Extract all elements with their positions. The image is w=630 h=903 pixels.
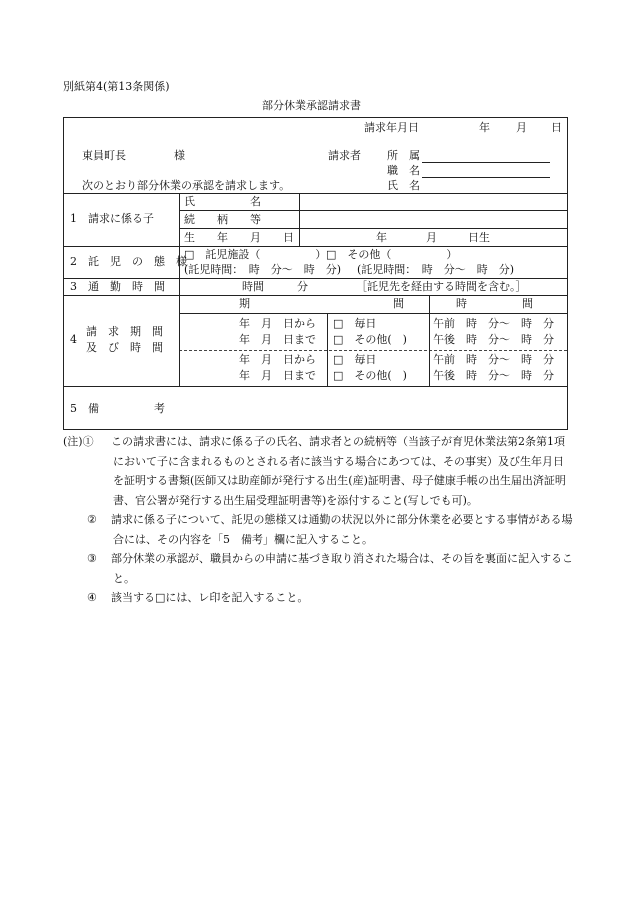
request-form bbox=[63, 117, 568, 430]
addressee-honorific: 様 bbox=[174, 149, 185, 162]
period-from-1: 年 月 日から bbox=[239, 317, 316, 330]
child-birth-label: 生 年 月 日 bbox=[184, 231, 294, 244]
name-label: 氏 名 bbox=[387, 179, 420, 192]
affiliation-field[interactable] bbox=[422, 162, 550, 163]
document-reference: 別紙第4(第13条関係) bbox=[63, 80, 170, 93]
other-option-1[interactable]: □ その他( ) bbox=[333, 333, 407, 346]
rule bbox=[179, 313, 567, 314]
birth-month: 月 bbox=[426, 231, 437, 244]
period-to-2: 年 月 日まで bbox=[239, 369, 316, 382]
rule bbox=[299, 193, 300, 246]
rule bbox=[64, 246, 567, 247]
period-section-number: 4 bbox=[70, 333, 77, 346]
note-item bbox=[63, 588, 573, 608]
care-time-2: (託児時間： 時 分～ 時 分) bbox=[357, 263, 515, 276]
date-year: 年 bbox=[479, 121, 490, 134]
affiliation-label: 所 属 bbox=[387, 149, 420, 162]
rule bbox=[179, 228, 567, 229]
period-to-1: 年 月 日まで bbox=[239, 333, 316, 346]
note-text: この請求書には、請求に係る子の氏名、請求者との続柄等（当該子が育児休業法第2条第1項において子に含まれるものとされる者に該当する場合にあつては、その事実）及び生年月日を証明する書類(医師又は助産師が発行する出生(産)証明書、母子健康手帳の出生届出済証明書、官公署が発行する出生届受理証明書等)を添付すること(写しでも可)。 bbox=[111, 435, 566, 507]
care-section-label: 2 託 児 の 態 様 bbox=[70, 255, 187, 268]
care-other-option[interactable]: □ その他（ ） bbox=[326, 248, 458, 261]
note-prefix: ② bbox=[87, 513, 97, 526]
care-time-1: (託児時間： 時 分～ 時 分) bbox=[184, 263, 342, 276]
rule bbox=[64, 193, 567, 194]
requester-label: 請求者 bbox=[328, 149, 361, 162]
position-field[interactable] bbox=[422, 177, 550, 178]
pm-time-1: 午後 時 分～ 時 分 bbox=[433, 333, 554, 346]
period-from-2: 年 月 日から bbox=[239, 353, 316, 366]
child-name-label: 氏 名 bbox=[184, 195, 261, 208]
note-text: 部分休業の承認が、職員からの申請に基づき取り消された場合は、その旨を裏面に記入すること。 bbox=[111, 552, 573, 585]
am-time-2: 午前 時 分～ 時 分 bbox=[433, 353, 554, 366]
note-item bbox=[63, 549, 573, 588]
position-label: 職 名 bbox=[387, 164, 420, 177]
date-day: 日 bbox=[551, 121, 562, 134]
commute-time: 時間 分 bbox=[242, 280, 308, 293]
note-item bbox=[63, 432, 573, 510]
daily-option-1[interactable]: □ 毎日 bbox=[333, 317, 377, 330]
dashed-rule bbox=[179, 350, 567, 351]
period-header: 期 間 bbox=[239, 297, 404, 310]
rule bbox=[64, 278, 567, 279]
rule bbox=[327, 313, 328, 386]
other-option-2[interactable]: □ その他( ) bbox=[333, 369, 407, 382]
date-month: 月 bbox=[516, 121, 527, 134]
note-prefix: ③ bbox=[87, 552, 97, 565]
note-prefix: ④ bbox=[87, 591, 97, 604]
document-title: 部分休業承認請求書 bbox=[262, 99, 361, 112]
rule bbox=[179, 210, 567, 211]
note-text: 請求に係る子について、託児の態様又は通勤の状況以外に部分休業を必要とする事情がある場合には、その内容を「5 備考」欄に記入すること。 bbox=[111, 513, 573, 546]
notes bbox=[63, 432, 573, 608]
am-time-1: 午前 時 分～ 時 分 bbox=[433, 317, 554, 330]
request-statement: 次のとおり部分休業の承認を請求します。 bbox=[82, 179, 291, 192]
rule bbox=[64, 386, 567, 387]
child-relation-label: 続 柄 等 bbox=[184, 213, 261, 226]
addressee: 東員町長 bbox=[82, 149, 126, 162]
birth-day: 日生 bbox=[468, 231, 490, 244]
birth-year: 年 bbox=[376, 231, 387, 244]
period-section-label-1: 請 求 期 間 bbox=[86, 325, 163, 338]
note-text: 該当する□には、レ印を記入すること。 bbox=[111, 591, 309, 604]
commute-note: ［託児先を経由する時間を含む。］ bbox=[356, 280, 527, 293]
remarks-section-label: 5 備 考 bbox=[70, 402, 165, 415]
note-item bbox=[63, 510, 573, 549]
rule bbox=[429, 295, 430, 386]
pm-time-2: 午後 時 分～ 時 分 bbox=[433, 369, 554, 382]
care-facility-option[interactable]: □ 託児施設（ ） bbox=[184, 248, 327, 261]
commute-section-label: 3 通 勤 時 間 bbox=[70, 280, 165, 293]
note-prefix: (注)① bbox=[63, 435, 94, 448]
time-header: 時 間 bbox=[456, 297, 533, 310]
period-section-label-2: 及 び 時 間 bbox=[86, 341, 163, 354]
rule bbox=[64, 295, 567, 296]
rule bbox=[179, 193, 180, 386]
daily-option-2[interactable]: □ 毎日 bbox=[333, 353, 377, 366]
child-section-label: 1 請求に係る子 bbox=[70, 212, 154, 225]
date-label: 請求年月日 bbox=[364, 121, 419, 134]
